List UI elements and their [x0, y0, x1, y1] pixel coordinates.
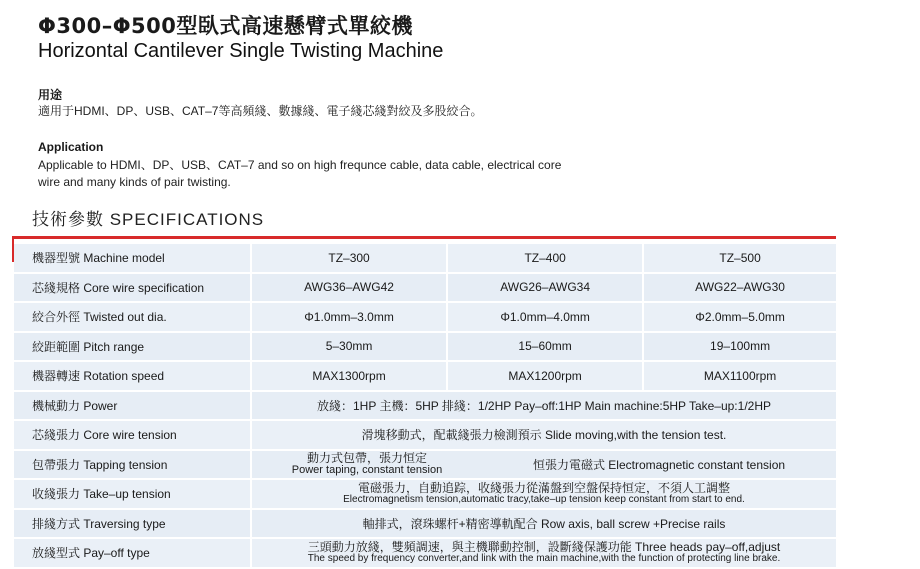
- table-cell: AWG36–AWG42: [252, 274, 448, 302]
- table-cell: TZ–500: [644, 244, 836, 272]
- row-label: 芯綫張力 Core wire tension: [14, 421, 252, 449]
- table-cell: Φ1.0mm–4.0mm: [448, 303, 644, 331]
- table-cell-merged: [252, 539, 836, 567]
- payoff-type-line2: The speed by frequency converter,and link with the main machine,with the function of protecting line brake.: [307, 552, 781, 564]
- page-title-english: Horizontal Cantilever Single Twisting Machine: [38, 40, 444, 62]
- takeup-tension-en: Electromagnetism tension,automatic tracy,take–up tension keep constant from start to end.: [343, 493, 745, 505]
- table-cell: 5–30mm: [252, 333, 448, 361]
- table-cell: 15–60mm: [448, 333, 644, 361]
- row-label: 絞合外徑 Twisted out dia.: [14, 303, 252, 331]
- table-cell: AWG22–AWG30: [644, 274, 836, 302]
- payoff-type-line1: 三頭動力放綫，雙頻調速，與主機聯動控制，設斷綫保護功能 Three heads pay–off,adjust: [307, 539, 781, 554]
- table-row: [14, 480, 836, 508]
- specifications-title: 技術參數 SPECIFICATIONS: [32, 210, 265, 229]
- table-cell-merged: 放綫：1HP 主機：5HP 排綫：1/2HP Pay–off:1HP Main machine:5HP Take–up:1/2HP: [252, 392, 836, 420]
- application-text-line2: wire and many kinds of pair twisting.: [38, 175, 231, 189]
- usage-text: 適用于HDMI、DP、USB、CAT–7等高頻綫、數據綫、電子綫芯綫對絞及多股絞合。: [38, 104, 483, 118]
- application-text-line1: Applicable to HDMI、DP、USB、CAT–7 and so on high frequnce cable, data cable, electrical core: [38, 158, 562, 172]
- table-cell: MAX1300rpm: [252, 362, 448, 390]
- table-row: [14, 539, 836, 567]
- application-heading: Application: [38, 140, 104, 154]
- table-cell-merged: [252, 451, 836, 479]
- tapping-tension-electromagnetic: 恒張力電磁式 Electromagnetic constant tension: [532, 457, 786, 472]
- takeup-tension-cn: 電磁張力，自動追踪，收綫張力從滿盤到空盤保持恒定，不須人工調整: [357, 480, 730, 495]
- table-row: [14, 362, 836, 390]
- row-label: 機械動力 Power: [14, 392, 252, 420]
- row-label: 芯綫規格 Core wire specification: [14, 274, 252, 302]
- tapping-tension-cn: 動力式包帶，張力恒定: [306, 451, 427, 466]
- row-label: 放綫型式 Pay–off type: [14, 539, 252, 567]
- table-cell: TZ–300: [252, 244, 448, 272]
- table-row: [14, 392, 836, 420]
- page-title-chinese: Φ300–Φ500型臥式高速懸臂式單絞機: [38, 14, 413, 38]
- table-row: [14, 244, 836, 272]
- table-row: [14, 421, 836, 449]
- table-cell: Φ2.0mm–5.0mm: [644, 303, 836, 331]
- table-cell: AWG26–AWG34: [448, 274, 644, 302]
- row-label: 排綫方式 Traversing type: [14, 510, 252, 538]
- table-cell: 19–100mm: [644, 333, 836, 361]
- table-cell: MAX1100rpm: [644, 362, 836, 390]
- accent-divider: [12, 236, 836, 239]
- row-label: 收綫張力 Take–up tension: [14, 480, 252, 508]
- row-label: 包帶張力 Tapping tension: [14, 451, 252, 479]
- row-label: 機器型號 Machine model: [14, 244, 252, 272]
- tapping-tension-en: Power taping, constant tension: [291, 464, 443, 477]
- table-cell-merged: [252, 480, 836, 508]
- usage-heading: 用途: [38, 88, 63, 102]
- table-cell: MAX1200rpm: [448, 362, 644, 390]
- table-row: [14, 303, 836, 331]
- table-row: [14, 510, 836, 538]
- table-cell: TZ–400: [448, 244, 644, 272]
- table-cell-merged: 滑塊移動式，配載綫張力檢測預示 Slide moving,with the tension test.: [252, 421, 836, 449]
- table-cell: Φ1.0mm–3.0mm: [252, 303, 448, 331]
- table-row: [14, 451, 836, 479]
- row-label: 絞距範圍 Pitch range: [14, 333, 252, 361]
- table-cell-merged: 軸排式，滾珠螺杆+精密導軌配合 Row axis, ball screw +Precise rails: [252, 510, 836, 538]
- row-label: 機器轉速 Rotation speed: [14, 362, 252, 390]
- specifications-table: [14, 242, 836, 569]
- table-row: [14, 274, 836, 302]
- table-row: [14, 333, 836, 361]
